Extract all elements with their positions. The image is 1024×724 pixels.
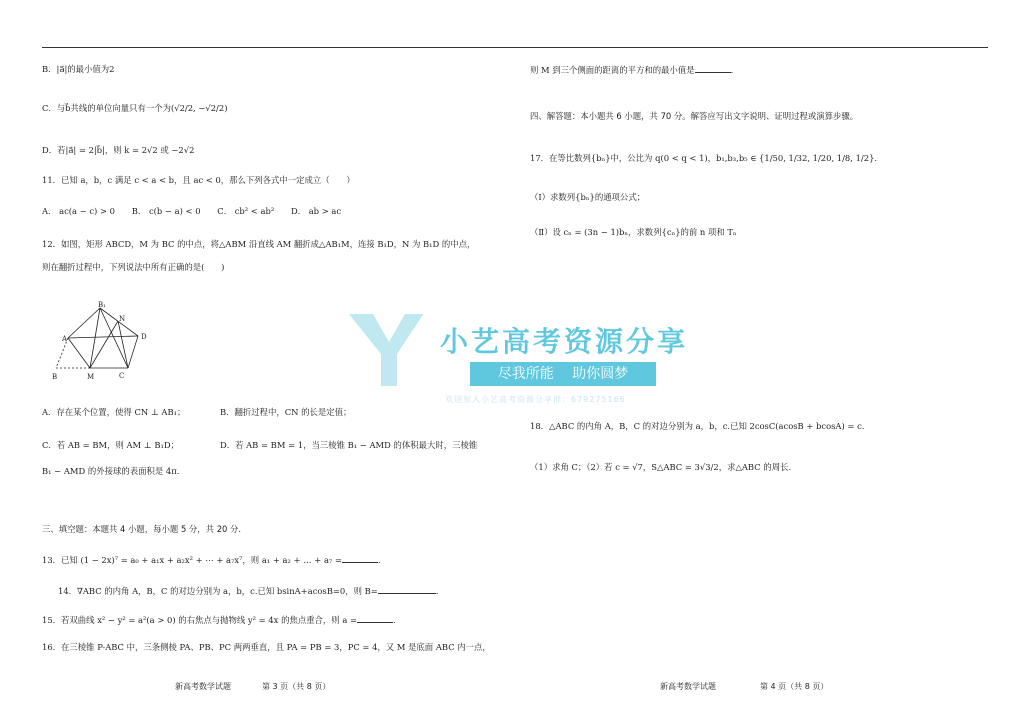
footer-right-name: 新高考数学试题 (660, 682, 716, 691)
question-13: 13．已知 (1 − 2x)⁷ = a₀ + a₁x + a₂x² + ⋯ + a₇x⁷，则 a₁ + a₂ + … + a₇ = . (42, 555, 381, 565)
fig-label-d: D (141, 333, 147, 341)
question-17-part-1: （Ⅰ）求数列{bₙ}的通项公式； (530, 192, 646, 202)
question-16: 16．在三棱锥 P-ABC 中，三条侧棱 PA、PB、PC 两两垂直，且 PA = PB = 3，PC = 4，又 M 是底面 ABC 内一点， (42, 642, 491, 652)
question-12-option-a: A．存在某个位置，使得 CN ⊥ AB₁； (42, 407, 186, 417)
watermark-slogan: 尽我所能 助你圆梦 (470, 362, 656, 386)
question-14: 14．∇ABC 的内角 A，B，C 的对边分别为 a，b，c.已知 bsinA+acosB=0，则 B= . (58, 586, 439, 596)
fig-label-n: N (119, 315, 126, 323)
question-12-option-d-cont: B₁ − AMD 的外接球的表面积是 4π. (42, 466, 180, 476)
question-15: 15．若双曲线 x² − y² = a²(a > 0) 的右焦点与抛物线 y² = 4x 的焦点重合，则 a = . (42, 615, 396, 625)
fig-label-b1: B₁ (98, 301, 106, 309)
option-b-line: B．|a⃗|的最小值为2 (42, 64, 115, 74)
fig-label-a: A (62, 335, 68, 343)
section-4-heading: 四、解答题：本小题共 6 小题，共 70 分。解答应写出文字说明、证明过程或演算步骤。 (530, 111, 859, 121)
footer-left-page: 第 3 页（共 8 页） (262, 682, 331, 691)
watermark-contact: 欢迎加入小艺高考资源分享群：679275166 (445, 395, 626, 404)
question-12-line1: 12．如图，矩形 ABCD，M 为 BC 的中点，将△ABM 沿直线 AM 翻折成△AB₁M，连接 B₁D，N 为 B₁D 的中点， (42, 239, 476, 249)
left-page (42, 0, 512, 724)
question-17-part-2: （Ⅱ）设 cₙ = (3n − 1)bₙ，求数列{cₙ}的前 n 项和 Tₙ (530, 227, 737, 237)
fig-label-b: B (52, 373, 58, 381)
question-12-option-b: B．翻折过程中，CN 的长是定值； (220, 407, 352, 417)
question-12-line2: 则在翻折过程中，下列说法中所有正确的是( ) (42, 262, 225, 272)
fig-label-m: M (87, 373, 95, 381)
fig-label-c: C (119, 372, 125, 380)
option-d-line: D．若|a⃗| = 2|b⃗|，则 k = 2√2 或 −2√2 (42, 145, 195, 155)
footer-left-name: 新高考数学试题 (175, 682, 231, 691)
watermark-title: 小艺高考资源分享 (440, 325, 689, 358)
question-12-option-c: C．若 AB = BM，则 AM ⊥ B₁D； (42, 440, 179, 450)
question-18: 18．△ABC 的内角 A，B，C 的对边分别为 a，b，c.已知 2cosC(acosB + bcosA) = c. (530, 421, 865, 431)
question-11-options: A． ac(a − c) > 0 B． c(b − a) < 0 C． cb² < ab² D． ab > ac (42, 206, 342, 216)
question-11: 11．已知 a，b，c 满足 c < a < b，且 ac < 0，那么下列各式中一定成立（ ） (42, 175, 355, 185)
watermark-logo (335, 310, 435, 390)
question-17: 17．在等比数列{bₙ}中，公比为 q(0 < q < 1)，b₁,b₃,b₅ ∈ {1/50, 1/32, 1/20, 1/8, 1/2}. (530, 153, 878, 163)
option-c-line: C．与b⃗共线的单位向量只有一个为(√2/2, −√2/2) (42, 103, 228, 113)
section-3-heading: 三、填空题：本题共 4 小题，每小题 5 分，共 20 分. (42, 524, 242, 534)
footer-right-page: 第 4 页（共 8 页） (760, 682, 829, 691)
question-18-parts: （1）求角 C；（2）若 c = √7，S△ABC = 3√3/2，求△ABC 的周长. (530, 462, 792, 472)
question-16-cont: 则 M 到三个侧面的距离的平方和的最小值是 . (530, 65, 734, 75)
question-12-option-d: D．若 AB = BM = 1，当三棱锥 B₁ − AMD 的体积最大时，三棱锥 (220, 440, 478, 450)
